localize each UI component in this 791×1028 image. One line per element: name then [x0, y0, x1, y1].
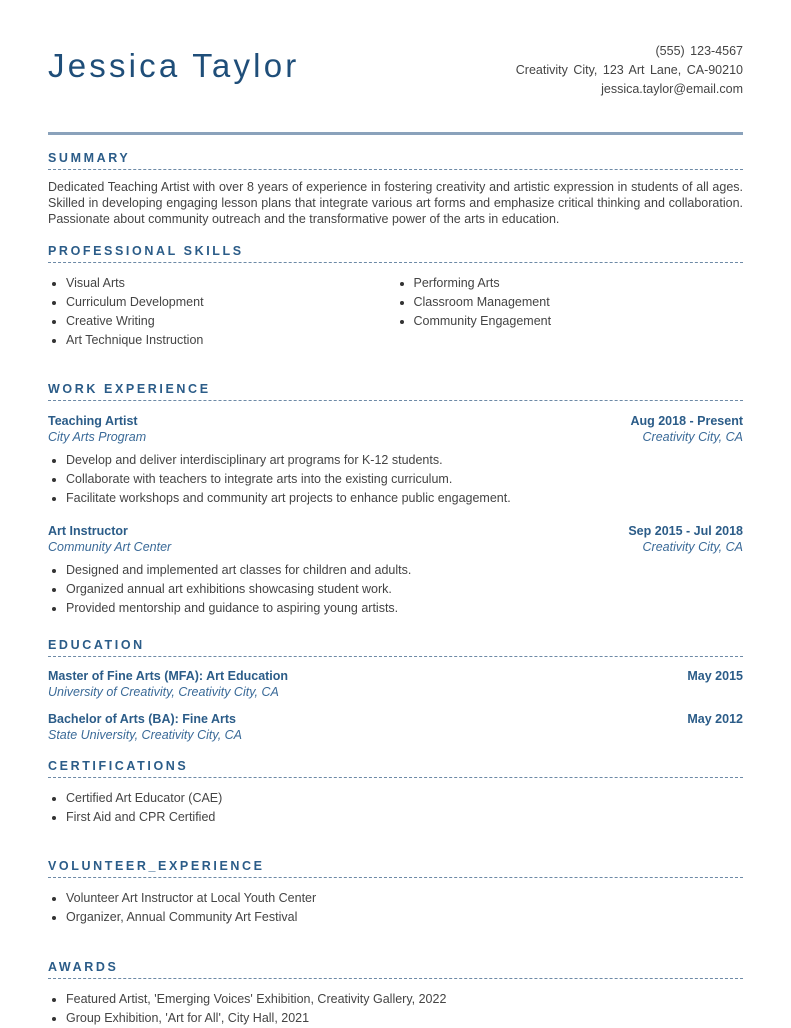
job-org: City Arts Program: [48, 430, 147, 444]
volunteer-list: [48, 889, 743, 927]
contact-address: Creativity City, 123 Art Lane, CA-90210: [515, 63, 743, 77]
job-bullets: [48, 561, 743, 618]
section-title-summary: SUMMARY: [48, 150, 743, 170]
job-subheader: [48, 429, 743, 445]
resume-header: [48, 0, 743, 134]
school-name: State University, Creativity City, CA: [48, 728, 243, 742]
job-entry: [48, 523, 743, 618]
job-org: Community Art Center: [48, 540, 172, 554]
education-header: [48, 711, 743, 727]
section-title-volunteer: VOLUNTEER_EXPERIENCE: [48, 858, 743, 878]
section-title-awards: AWARDS: [48, 959, 743, 979]
resume-page: [48, 0, 743, 1025]
section-title-work: WORK EXPERIENCE: [48, 381, 743, 401]
job-bullet: Provided mentorship and guidance to aspiring young artists.: [48, 599, 743, 618]
degree-date: May 2012: [687, 712, 743, 726]
certification-item: Certified Art Educator (CAE): [48, 789, 743, 808]
job-dates: Sep 2015 - Jul 2018: [628, 524, 743, 538]
job-entry: [48, 413, 743, 508]
skills-columns: [48, 274, 743, 350]
contact-email: jessica.taylor@email.com: [601, 82, 743, 96]
skill-item: Art Technique Instruction: [48, 331, 396, 350]
job-header: [48, 413, 743, 429]
section-title-education: EDUCATION: [48, 637, 743, 657]
certification-item: First Aid and CPR Certified: [48, 808, 743, 827]
skill-item: Performing Arts: [396, 274, 744, 293]
degree-title: Master of Fine Arts (MFA): Art Education: [48, 669, 289, 683]
skill-item: Curriculum Development: [48, 293, 396, 312]
job-bullets: [48, 451, 743, 508]
skill-item: Creative Writing: [48, 312, 396, 331]
skills-list-right: [396, 274, 744, 350]
contact-phone: (555) 123-4567: [655, 44, 743, 58]
job-header: [48, 523, 743, 539]
work-section: [48, 381, 743, 401]
skills-list-left: [48, 274, 396, 350]
candidate-name: Jessica Taylor: [48, 47, 300, 84]
education-section: [48, 637, 743, 657]
skills-section: [48, 243, 743, 350]
education-entry: [48, 711, 743, 743]
awards-list: [48, 990, 743, 1028]
certifications-section: [48, 758, 743, 827]
job-location: Creativity City, CA: [642, 430, 743, 444]
degree-title: Bachelor of Arts (BA): Fine Arts: [48, 712, 236, 726]
section-title-skills: PROFESSIONAL SKILLS: [48, 243, 743, 263]
section-title-certifications: CERTIFICATIONS: [48, 758, 743, 778]
job-bullet: Designed and implemented art classes for children and adults.: [48, 561, 743, 580]
skill-item: Community Engagement: [396, 312, 744, 331]
certifications-list: [48, 789, 743, 827]
job-bullet: Collaborate with teachers to integrate arts into the existing curriculum.: [48, 470, 743, 489]
volunteer-item: Volunteer Art Instructor at Local Youth Center: [48, 889, 743, 908]
job-title: Art Instructor: [48, 524, 128, 538]
volunteer-section: [48, 858, 743, 927]
job-title: Teaching Artist: [48, 414, 138, 428]
job-location: Creativity City, CA: [642, 540, 743, 554]
awards-section: [48, 959, 743, 1028]
education-header: [48, 668, 743, 684]
education-entry: [48, 668, 743, 700]
contact-info: [516, 42, 743, 99]
job-bullet: Organized annual art exhibitions showcasing student work.: [48, 580, 743, 599]
job-dates: Aug 2018 - Present: [630, 414, 743, 428]
summary-text: Dedicated Teaching Artist with over 8 years of experience in fostering creativity and artistic expression in students of all ages. Skilled in developing engaging lesson plans that integrate various art forms and emphasize critical thinking and collaboration. Passionate about community outreach and the transformative power of the arts in education.: [48, 180, 743, 226]
summary-section: [48, 150, 743, 227]
volunteer-item: Organizer, Annual Community Art Festival: [48, 908, 743, 927]
award-item: Featured Artist, 'Emerging Voices' Exhibition, Creativity Gallery, 2022: [48, 990, 743, 1009]
job-bullet: Develop and deliver interdisciplinary art programs for K-12 students.: [48, 451, 743, 470]
job-bullet: Facilitate workshops and community art projects to enhance public engagement.: [48, 489, 743, 508]
education-subheader: [48, 727, 743, 743]
header-divider: [48, 132, 743, 135]
job-subheader: [48, 539, 743, 555]
degree-date: May 2015: [687, 669, 743, 683]
award-item: Group Exhibition, 'Art for All', City Hall, 2021: [48, 1009, 743, 1028]
skill-item: Classroom Management: [396, 293, 744, 312]
education-subheader: [48, 684, 743, 700]
school-name: University of Creativity, Creativity City, CA: [48, 685, 279, 699]
skill-item: Visual Arts: [48, 274, 396, 293]
